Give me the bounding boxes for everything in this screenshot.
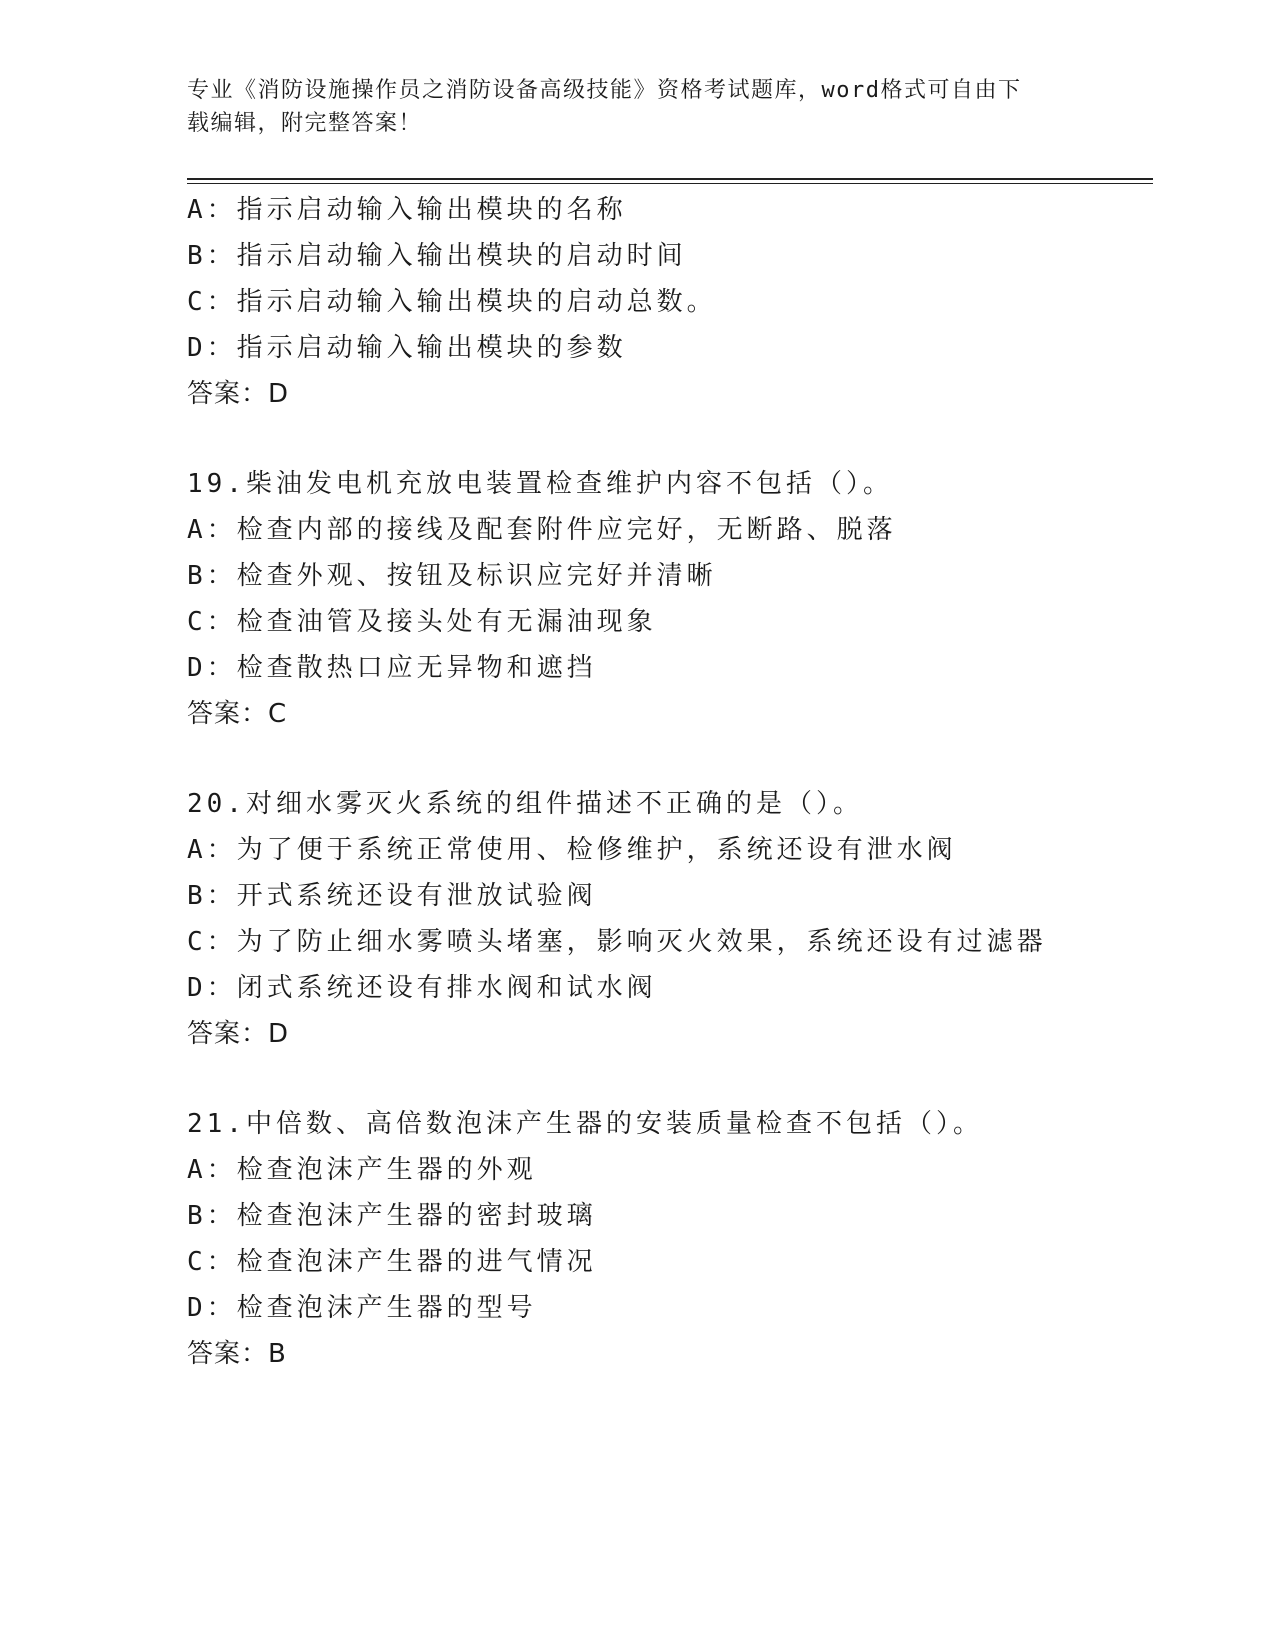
question-text: 19.柴油发电机充放电装置检查维护内容不包括（）。 bbox=[187, 469, 893, 499]
option-b: B：指示启动输入输出模块的启动时间 bbox=[187, 241, 687, 271]
option-a: A：指示启动输入输出模块的名称 bbox=[187, 195, 627, 225]
header-line-2: 载编辑，附完整答案！ bbox=[187, 111, 423, 136]
option-c: C：检查泡沫产生器的进气情况 bbox=[187, 1247, 597, 1277]
option-c: C：为了防止细水雾喷头堵塞，影响灭火效果，系统还设有过滤器 bbox=[187, 927, 1047, 957]
question-block-20 bbox=[187, 781, 1147, 1057]
answer-line: 答案：D bbox=[187, 1019, 290, 1049]
answer-line: 答案：B bbox=[187, 1339, 287, 1369]
option-a: A：检查泡沫产生器的外观 bbox=[187, 1155, 537, 1185]
question-block-18 bbox=[187, 187, 1147, 417]
option-d: D：指示启动输入输出模块的参数 bbox=[187, 333, 627, 363]
question-text: 21.中倍数、高倍数泡沫产生器的安装质量检查不包括（）。 bbox=[187, 1109, 983, 1139]
answer-line: 答案：C bbox=[187, 699, 288, 729]
option-a: A：检查内部的接线及配套附件应完好，无断路、脱落 bbox=[187, 515, 897, 545]
question-list bbox=[187, 187, 1147, 1377]
option-b: B：开式系统还设有泄放试验阀 bbox=[187, 881, 597, 911]
question-block-21 bbox=[187, 1101, 1147, 1377]
option-d: D：闭式系统还设有排水阀和试水阀 bbox=[187, 973, 657, 1003]
option-b: B：检查外观、按钮及标识应完好并清晰 bbox=[187, 561, 717, 591]
document-header bbox=[187, 74, 1067, 140]
header-line-1: 专业《消防设施操作员之消防设备高级技能》资格考试题库，word格式可自由下 bbox=[187, 78, 1022, 103]
header-divider-thin bbox=[187, 183, 1153, 184]
option-c: C：检查油管及接头处有无漏油现象 bbox=[187, 607, 657, 637]
option-a: A：为了便于系统正常使用、检修维护，系统还设有泄水阀 bbox=[187, 835, 957, 865]
question-block-19 bbox=[187, 461, 1147, 737]
option-b: B：检查泡沫产生器的密封玻璃 bbox=[187, 1201, 597, 1231]
option-d: D：检查泡沫产生器的型号 bbox=[187, 1293, 537, 1323]
option-d: D：检查散热口应无异物和遮挡 bbox=[187, 653, 597, 683]
answer-line: 答案：D bbox=[187, 379, 290, 409]
option-c: C：指示启动输入输出模块的启动总数。 bbox=[187, 287, 717, 317]
question-text: 20.对细水雾灭火系统的组件描述不正确的是（）。 bbox=[187, 789, 863, 819]
header-divider-thick bbox=[187, 178, 1153, 180]
